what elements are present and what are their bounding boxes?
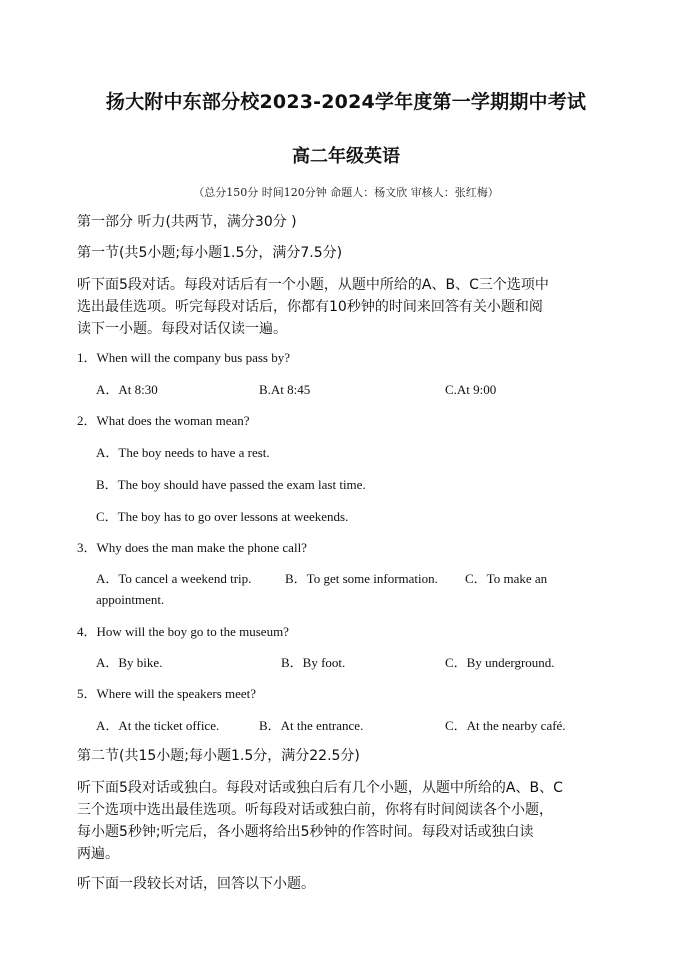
instruction-line: 三个选项中选出最佳选项。听每段对话或独白前，你将有时间阅读各个小题， <box>77 802 553 818</box>
exam-subtitle: 高二年级英语 <box>292 146 400 167</box>
question-5-stem: 5．Where will the speakers meet? <box>77 686 257 701</box>
question-3-option-b: B．To get some information. <box>285 571 438 586</box>
exam-title: 扬大附中东部分校2023-2024学年度第一学期期中考试 <box>105 91 587 113</box>
question-3-option-c: C．To make an <box>465 571 548 586</box>
section2-note: 听下面一段较长对话，回答以下小题。 <box>77 876 315 892</box>
question-1-option-b: B.At 8:45 <box>259 382 311 397</box>
section1-heading: 第一节(共5小题;每小题1.5分，满分7.5分) <box>77 245 343 261</box>
part1-heading: 第一部分 听力(共两节，满分30分 ) <box>77 214 297 230</box>
question-4-option-c: C．By underground. <box>445 655 555 670</box>
question-5-option-c: C．At the nearby café. <box>445 718 566 733</box>
question-5-option-b: B．At the entrance. <box>259 718 364 733</box>
question-4-option-a: A．By bike. <box>96 655 163 670</box>
question-3-option-a: A．To cancel a weekend trip. <box>96 571 252 586</box>
question-2-option-a: A．The boy needs to have a rest. <box>96 445 270 460</box>
exam-meta: （总分150分 时间120分钟 命题人：杨文欣 审核人：张红梅） <box>193 186 499 199</box>
question-3-option-c-continued: appointment. <box>96 592 165 607</box>
question-5-option-a: A．At the ticket office. <box>96 718 220 733</box>
instruction-line: 读下一小题。每段对话仅读一遍。 <box>77 321 287 337</box>
instruction-line: 每小题5秒钟;听完后，各小题将给出5秒钟的作答时间。每段对话或独白读 <box>77 824 534 840</box>
question-2-stem: 2．What does the woman mean? <box>77 413 250 428</box>
section2-heading: 第二节(共15小题;每小题1.5分，满分22.5分) <box>77 748 360 764</box>
section1-instructions <box>77 274 637 340</box>
question-2-option-b: B．The boy should have passed the exam last time. <box>96 477 366 492</box>
question-4-stem: 4．How will the boy go to the museum? <box>77 624 289 639</box>
instruction-line: 选出最佳选项。听完每段对话后，你都有10秒钟的时间来回答有关小题和阅 <box>77 299 543 315</box>
instruction-line: 听下面5段对话。每段对话后有一个小题，从题中所给的A、B、C三个选项中 <box>77 277 549 293</box>
question-1-option-c: C.At 9:00 <box>445 382 497 397</box>
question-4-option-b: B．By foot. <box>281 655 346 670</box>
question-1-option-a: A．At 8:30 <box>96 382 158 397</box>
instruction-line: 两遍。 <box>77 846 119 862</box>
instruction-line: 听下面5段对话或独白。每段对话或独白后有几个小题，从题中所给的A、B、C <box>77 780 563 796</box>
section2-instructions <box>77 777 657 865</box>
question-2-option-c: C．The boy has to go over lessons at weekends. <box>96 509 349 524</box>
question-3-stem: 3．Why does the man make the phone call? <box>77 540 307 555</box>
question-1-stem: 1．When will the company bus pass by? <box>77 350 291 365</box>
